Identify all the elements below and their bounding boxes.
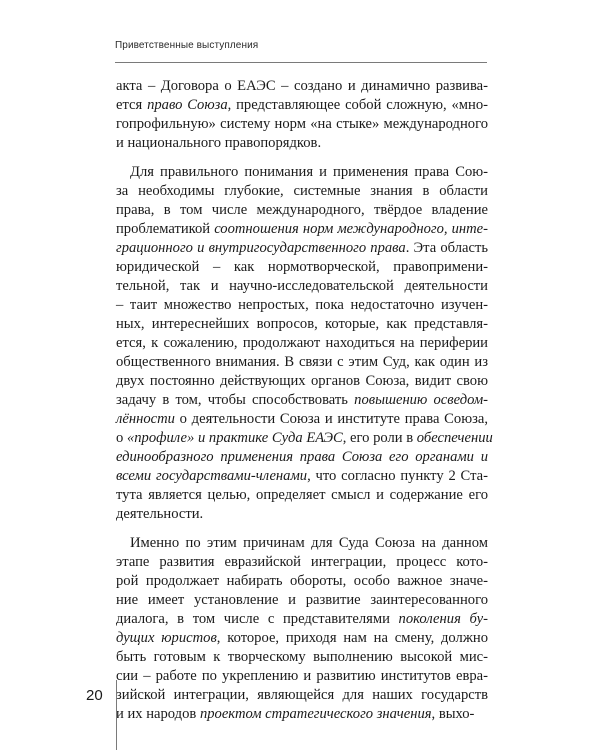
text-run: , что согласно пункту 2 Ста- [307,468,488,484]
page-number: 20 [86,687,103,704]
italic-run: грационного и внутригосударственного права [116,240,406,256]
text-run: и их народов [116,706,200,722]
italic-run: дущих юристов [116,630,217,646]
text-line [116,134,488,153]
text-line [116,467,488,486]
text-run: деятельности. [116,506,204,522]
text-line [116,505,488,524]
italic-run: поколения бу- [398,611,488,627]
italic-run: право Союза [147,97,228,113]
text-line [116,334,488,353]
text-line [116,391,488,410]
text-run: диалога, в том числе с представителями [116,611,399,627]
text-run: гопрофильную» систему норм «на стыке» международного [116,116,488,132]
text-run: , которое, приходя нам на смену, должно [216,630,489,646]
text-line [116,572,488,591]
italic-run: повышению осведом- [354,392,488,408]
text-run: о [116,430,127,446]
text-line [116,115,488,134]
text-run: . Эта область [405,240,488,256]
text-run: , выхо- [431,706,475,722]
text-run: , представляющее собой сложную, «мно- [227,97,488,113]
text-line [116,686,488,705]
text-line [116,667,488,686]
text-run: тельной, так и научно-исследовательской деятельности [116,278,488,294]
text-run: – таит множество непростых, пока недостаточно изучен- [116,297,488,313]
text-run: рой продолжает набирать обороты, особо важное значе- [116,573,488,589]
italic-run: всеми государствами-членами [116,468,308,484]
italic-run: единообразного применения права Союза его органами и [116,449,488,465]
text-run: Для правильного понимания и применения права Сою- [130,164,488,180]
text-run: задачу в том, чтобы способствовать [116,392,355,408]
text-line [116,96,488,115]
text-run: Именно по этим причинам для Суда Союза на данном [130,535,488,551]
text-run: права, в том числе международного, твёрдое владение [116,202,488,218]
text-line [116,277,488,296]
text-line [116,610,488,629]
text-line [116,182,488,201]
text-run: юридической – как нормотворческой, правопримени- [116,259,488,275]
italic-run: проектом стратегического значения [199,706,432,722]
text-run: и национального правопорядков. [116,135,322,151]
italic-run: «профиле» и практике Суда ЕАЭС [126,430,343,446]
text-run: общественного внимания. В связи с этим Суд, как один из [116,354,488,370]
text-run: зийской интеграции, являющейся для наших государств [116,687,488,703]
text-line [116,629,488,648]
text-line [116,429,493,448]
text-line [116,534,488,553]
text-line [116,315,488,334]
text-run: тута является целью, определяет смысл и содержание его [116,487,488,503]
italic-run: лённости [116,411,175,427]
text-line [116,201,488,220]
text-line [116,591,488,610]
text-run: , его роли в [342,430,417,446]
text-run: ние имеет установление и развитие заинтересованного [116,592,488,608]
text-run: проблематикой [116,221,215,237]
text-line [116,77,488,96]
text-run: быть готовым к творческому выполнению высокой мис- [116,649,488,665]
text-line [116,258,488,277]
text-line [116,705,488,724]
text-line [116,163,488,182]
text-run: за необходимы глубокие, системные знания в области [116,183,488,199]
text-run: ется [116,97,148,113]
running-header-title: Приветственные выступления [115,40,259,51]
paragraph [116,163,493,524]
page-number-divider [116,680,117,750]
text-line [116,220,488,239]
text-run: ных, интереснейших вопросов, которые, как представля- [116,316,488,332]
text-line [116,648,488,667]
italic-run: обеспечении [416,430,493,446]
italic-run: соотношения норм международного, инте- [214,221,488,237]
text-run: акта – Договора о ЕАЭС – создано и динамично развива- [116,78,488,94]
paragraph [116,77,488,153]
text-line [116,448,488,467]
text-line [116,553,488,572]
text-run: сии – работе по укреплению и развитию институтов евра- [116,668,488,684]
text-line [116,296,488,315]
text-line [116,239,488,258]
text-line [116,410,488,429]
text-run: этапе развития евразийской интеграции, процесс кото- [116,554,488,570]
body-text [116,77,493,724]
text-run: ется, к сожалению, продолжают находиться на периферии [116,335,488,351]
paragraph [116,534,488,724]
header-divider [115,62,487,63]
text-run: о деятельности Союза и институте права Союза, [174,411,488,427]
text-line [116,486,488,505]
text-run: двух постоянно действующих органов Союза, видит свою [116,373,488,389]
text-line [116,372,488,391]
text-line [116,353,488,372]
